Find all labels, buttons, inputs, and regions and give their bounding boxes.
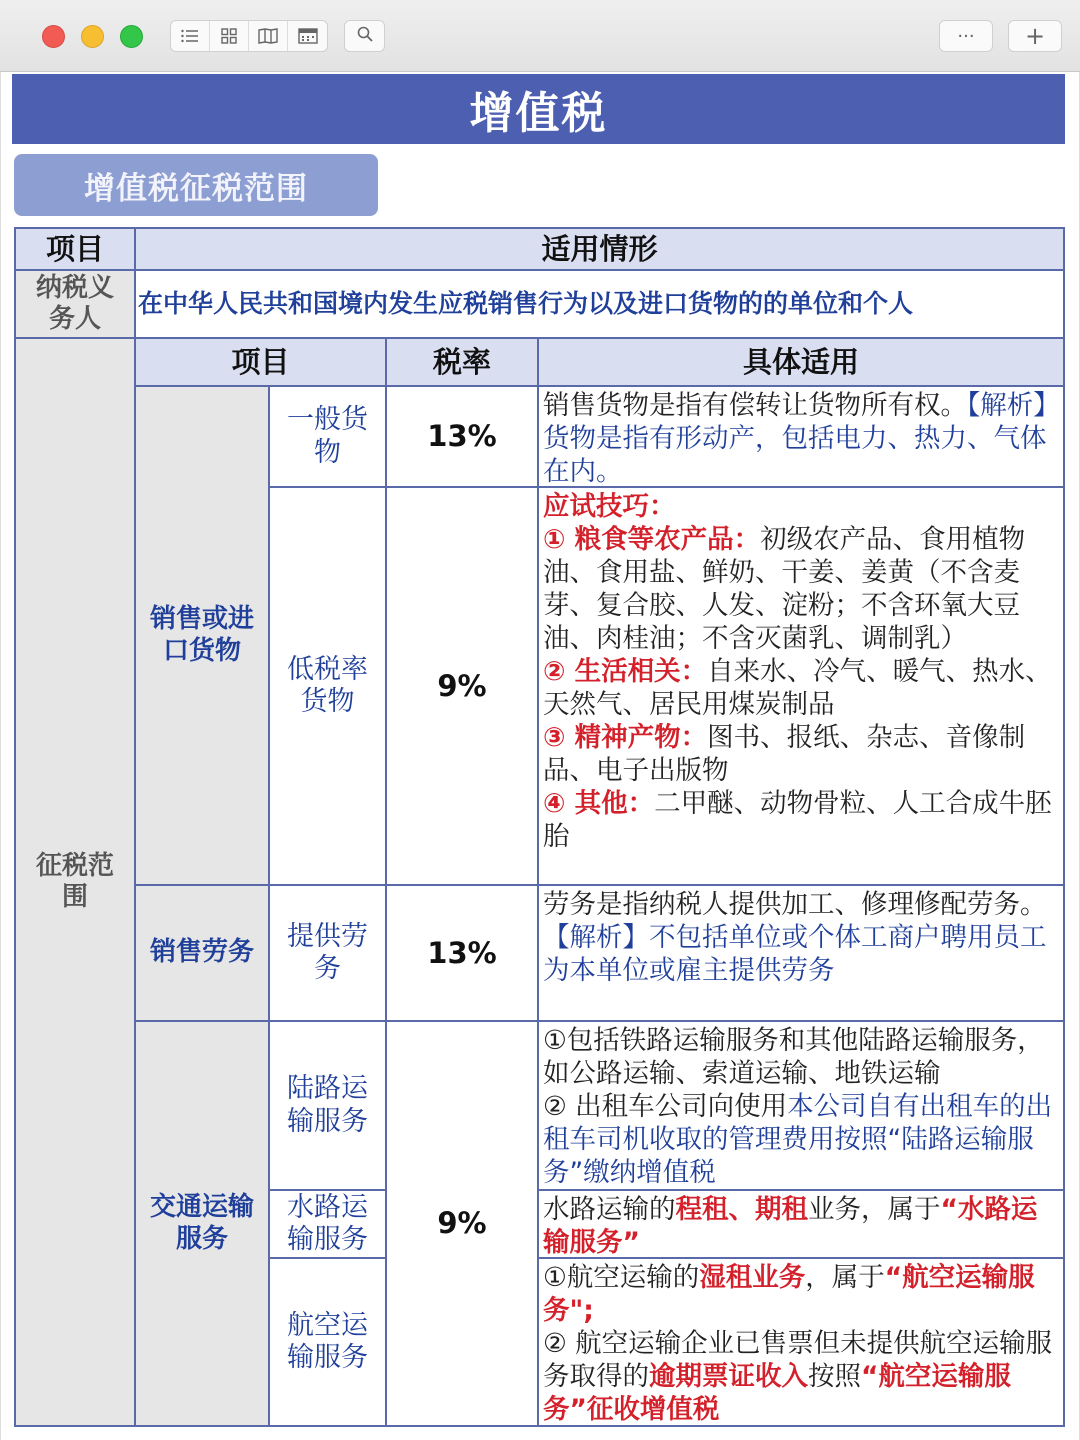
detail-labor xyxy=(537,884,1065,1022)
header-situation: 适用情形 xyxy=(134,227,1065,271)
more-icon: ··· xyxy=(957,25,975,47)
column-rate: 税率 xyxy=(385,337,539,387)
detail-air-transport xyxy=(537,1257,1065,1427)
detail-general-goods xyxy=(537,385,1065,488)
item-air-transport: 航空运输服务 xyxy=(268,1257,387,1427)
detail-low-rate-goods xyxy=(537,486,1065,886)
tip-1-head: ① 粮食等农产品： xyxy=(543,524,761,555)
tip-1-body: 初级农产品、食用植物油、食用盐、鲜奶、干姜、姜黄（不含麦芽、复合胶、人发、淀粉；不含环氧大豆油、肉桂油；不含灭菌乳、调制乳） xyxy=(543,524,1026,654)
item-general-goods: 一般货物 xyxy=(268,385,387,488)
water-text-a: 水路运输的 xyxy=(543,1194,676,1225)
column-item: 项目 xyxy=(134,337,387,387)
air-text-c: ，属于 xyxy=(805,1262,885,1293)
page-title: 增值税 xyxy=(12,74,1065,144)
view-mode-group xyxy=(170,20,328,52)
list-icon[interactable] xyxy=(171,21,210,51)
water-text-b: 程租、期租 xyxy=(675,1194,808,1225)
air-text-d: “航空运输服务"; xyxy=(543,1262,1035,1326)
calendar-icon[interactable] xyxy=(288,21,327,51)
tip-2-body: 自来水、冷气、暖气、热水、天然气、居民用煤炭制品 xyxy=(543,656,1052,720)
item-low-rate-goods: 低税率货物 xyxy=(268,486,387,886)
document-page xyxy=(0,72,1080,1440)
land-point-2a: ② 出租车公司向使用 xyxy=(543,1091,788,1122)
rate-labor: 13% xyxy=(385,884,539,1022)
grid-icon[interactable] xyxy=(210,21,249,51)
item-labor: 提供劳务 xyxy=(268,884,387,1022)
tips-title: 应试技巧： xyxy=(543,491,676,522)
taxpayer-label: 纳税义务人 xyxy=(14,269,136,339)
tip-3-body: 图书、报纸、杂志、音像制品、电子出版物 xyxy=(543,722,1026,786)
book-icon[interactable] xyxy=(249,21,288,51)
close-window-button[interactable] xyxy=(42,25,65,48)
tax-scope-table xyxy=(1,72,1080,1440)
air-text-h: “航空运输服务”征收增值税 xyxy=(543,1361,1011,1425)
zoom-window-button[interactable] xyxy=(120,25,143,48)
tip-3-head: ③ 精神产物： xyxy=(543,722,708,753)
search-icon xyxy=(357,26,373,47)
category-labor: 销售劳务 xyxy=(134,884,270,1022)
header-item: 项目 xyxy=(14,227,136,271)
labor-analysis: 【解析】不包括单位或个体工商户聘用员工为本单位或雇主提供劳务 xyxy=(543,922,1047,986)
air-text-b: 湿租业务 xyxy=(699,1262,806,1293)
general-goods-definition: 销售货物是指有偿转让货物所有权。 xyxy=(543,390,967,421)
category-goods: 销售或进口货物 xyxy=(134,385,270,886)
column-detail: 具体适用 xyxy=(537,337,1065,387)
section-title: 增值税征税范围 xyxy=(14,154,378,216)
tip-4-body: 二甲醚、动物骨粒、人工合成牛胚胎 xyxy=(543,788,1052,852)
tip-4-head: ④ 其他： xyxy=(543,788,655,819)
taxpayer-text: 在中华人民共和国境内发生应税销售行为以及进口货物的的单位和个人 xyxy=(134,269,1065,339)
minimize-window-button[interactable] xyxy=(81,25,104,48)
air-text-a: ①航空运输的 xyxy=(543,1262,700,1293)
add-button[interactable] xyxy=(1008,20,1062,52)
item-land-transport: 陆路运输服务 xyxy=(268,1020,387,1191)
water-text-d: “水路运输服务” xyxy=(543,1194,1038,1258)
air-text-e: ② 航空运输企业已售票但未提供航空运输服务取得的 xyxy=(543,1328,1053,1392)
air-text-f: 逾期票证收入 xyxy=(649,1361,808,1392)
rate-general-goods: 13% xyxy=(385,385,539,488)
detail-land-transport xyxy=(537,1020,1065,1191)
more-button[interactable] xyxy=(939,20,993,52)
rate-transport: 9% xyxy=(385,1020,539,1427)
land-point-2b: 本公司自有出租车的出租车司机收取的管理费用按照“陆路运输服务”缴纳增值税 xyxy=(543,1091,1053,1188)
scope-label: 征税范围 xyxy=(14,337,136,1427)
item-water-transport: 水路运输服务 xyxy=(268,1189,387,1259)
search-button[interactable] xyxy=(344,20,385,52)
window-toolbar xyxy=(0,0,1080,72)
tip-2-head: ② 生活相关： xyxy=(543,656,708,687)
general-goods-analysis: 【解析】货物是指有形动产，包括电力、热力、气体在内。 xyxy=(543,390,1047,487)
plus-icon: + xyxy=(1024,22,1046,50)
category-transport: 交通运输服务 xyxy=(134,1020,270,1427)
detail-water-transport xyxy=(537,1189,1065,1259)
labor-definition: 劳务是指纳税人提供加工、修理修配劳务。 xyxy=(543,889,1047,920)
water-text-c: 业务，属于 xyxy=(808,1194,941,1225)
rate-low-rate-goods: 9% xyxy=(385,486,539,886)
air-text-g: 按照 xyxy=(808,1361,861,1392)
land-point-1: ①包括铁路运输服务和其他陆路运输服务，如公路运输、索道运输、地铁运输 xyxy=(543,1025,1044,1089)
